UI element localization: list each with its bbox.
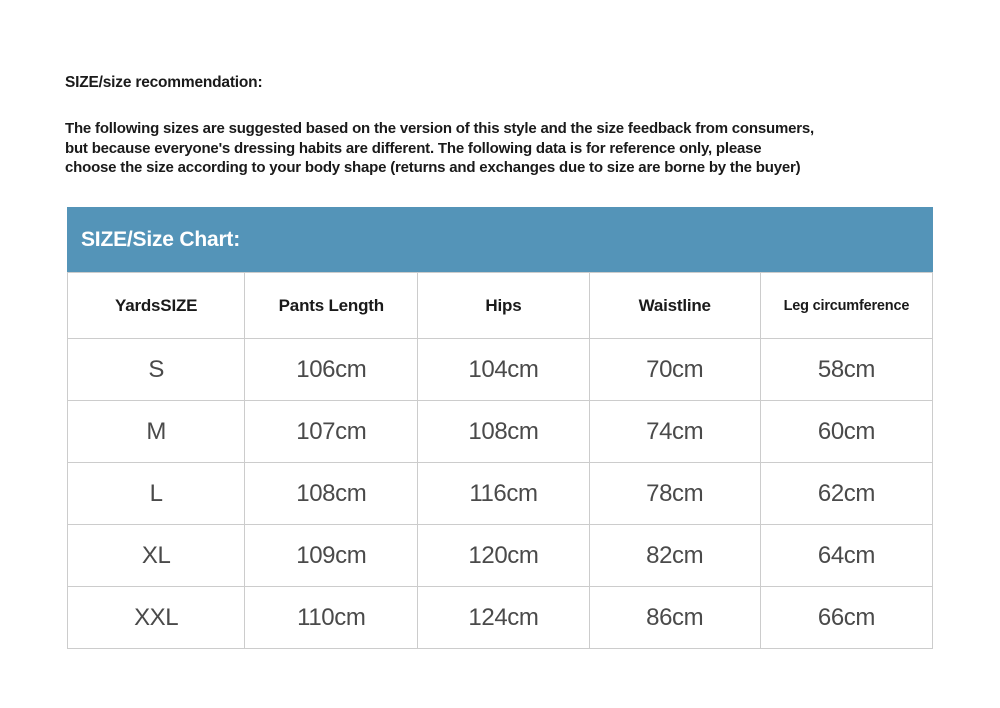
column-header-leg-circumference: Leg circumference [760, 273, 932, 339]
hips-cell: 124cm [418, 587, 589, 649]
column-header-waistline: Waistline [589, 273, 760, 339]
waistline-cell: 74cm [589, 401, 760, 463]
table-row-s [68, 339, 933, 401]
leg-circumference-cell: 66cm [760, 587, 932, 649]
leg-circumference-cell: 64cm [760, 525, 932, 587]
table-row-m [68, 401, 933, 463]
pants-length-cell: 109cm [245, 525, 418, 587]
hips-cell: 116cm [418, 463, 589, 525]
column-header-yards-size: YardsSIZE [68, 273, 245, 339]
pants-length-cell: 107cm [245, 401, 418, 463]
size-cell: L [68, 463, 245, 525]
size-chart-table [67, 272, 933, 649]
pants-length-cell: 108cm [245, 463, 418, 525]
waistline-cell: 82cm [589, 525, 760, 587]
size-cell: M [68, 401, 245, 463]
waistline-cell: 70cm [589, 339, 760, 401]
size-cell: S [68, 339, 245, 401]
column-header-pants-length: Pants Length [245, 273, 418, 339]
table-header-row [68, 273, 933, 339]
leg-circumference-cell: 62cm [760, 463, 932, 525]
table-row-xl [68, 525, 933, 587]
recommendation-line: The following sizes are suggested based on the version of this style and the size feedback from consumers, [65, 120, 814, 137]
size-recommendation-heading: SIZE/size recommendation: [65, 74, 263, 91]
waistline-cell: 78cm [589, 463, 760, 525]
recommendation-line: choose the size according to your body shape (returns and exchanges due to size are borne by the buyer) [65, 159, 801, 176]
size-recommendation-paragraph [65, 119, 814, 178]
size-cell: XXL [68, 587, 245, 649]
hips-cell: 104cm [418, 339, 589, 401]
size-chart [67, 207, 933, 649]
hips-cell: 120cm [418, 525, 589, 587]
waistline-cell: 86cm [589, 587, 760, 649]
table-row-l [68, 463, 933, 525]
size-chart-title-bar [67, 207, 933, 272]
pants-length-cell: 110cm [245, 587, 418, 649]
pants-length-cell: 106cm [245, 339, 418, 401]
column-header-hips: Hips [418, 273, 589, 339]
leg-circumference-cell: 58cm [760, 339, 932, 401]
size-cell: XL [68, 525, 245, 587]
recommendation-line: but because everyone's dressing habits are different. The following data is for reference only, please [65, 139, 762, 157]
table-row-xxl [68, 587, 933, 649]
hips-cell: 108cm [418, 401, 589, 463]
leg-circumference-cell: 60cm [760, 401, 932, 463]
size-chart-title: SIZE/Size Chart: [81, 227, 240, 251]
